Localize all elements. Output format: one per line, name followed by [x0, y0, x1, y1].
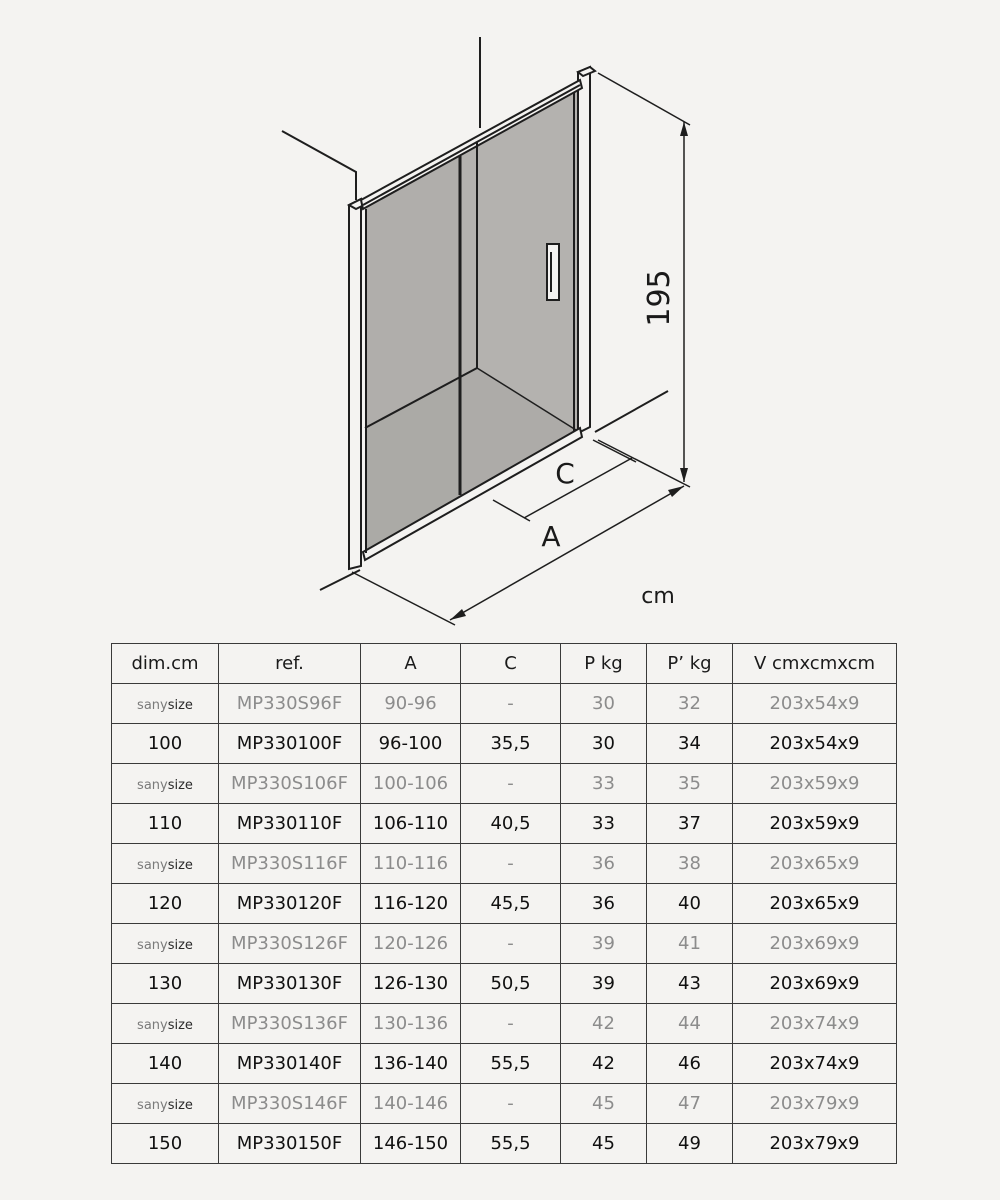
cell-ref: MP330S96F: [219, 684, 361, 724]
cell-p2: 35: [647, 764, 733, 804]
cell-v: 203x69x9: [733, 964, 897, 1004]
cell-ref: MP330110F: [219, 804, 361, 844]
cell-p: 33: [561, 764, 647, 804]
cell-p: 36: [561, 844, 647, 884]
brand-part1: sany: [137, 938, 168, 953]
floor-line-right: [595, 391, 668, 432]
c-label: C: [555, 457, 575, 490]
cell-dim: 120: [112, 884, 219, 924]
cell-p2: 34: [647, 724, 733, 764]
cell-p2: 40: [647, 884, 733, 924]
cell-a: 100-106: [361, 764, 461, 804]
cell-c: 55,5: [461, 1044, 561, 1084]
cell-v: 203x65x9: [733, 884, 897, 924]
cell-a: 96-100: [361, 724, 461, 764]
cell-ref: MP330120F: [219, 884, 361, 924]
cell-v: 203x65x9: [733, 844, 897, 884]
cell-v: 203x74x9: [733, 1044, 897, 1084]
cell-dim: 100: [112, 724, 219, 764]
cell-ref: MP330S136F: [219, 1004, 361, 1044]
cell-ref: MP330S116F: [219, 844, 361, 884]
cell-dim: 130: [112, 964, 219, 1004]
brand-part1: sany: [137, 1018, 168, 1033]
table-row: [112, 884, 897, 924]
cell-dim: [112, 1084, 219, 1124]
cell-c: -: [461, 1084, 561, 1124]
cell-dim: [112, 684, 219, 724]
sanysize-brand-label: [137, 698, 193, 713]
cell-c: 35,5: [461, 724, 561, 764]
table-row: [112, 1124, 897, 1164]
col-header-volume: V cmxcmxcm: [733, 644, 897, 684]
table-row: [112, 924, 897, 964]
left-profile: [349, 199, 361, 569]
height-label: 195: [642, 269, 677, 327]
cell-v: 203x79x9: [733, 1084, 897, 1124]
cell-dim: 140: [112, 1044, 219, 1084]
door-handle: [547, 244, 559, 300]
left-wall-line: [282, 131, 356, 200]
cell-c: -: [461, 684, 561, 724]
brand-part1: sany: [137, 698, 168, 713]
sanysize-brand-label: [137, 778, 193, 793]
cell-c: 55,5: [461, 1124, 561, 1164]
table-row: [112, 764, 897, 804]
brand-part2: size: [167, 1018, 193, 1033]
table-row: [112, 684, 897, 724]
table-row: [112, 964, 897, 1004]
col-header-c: C: [461, 644, 561, 684]
table-row: [112, 1084, 897, 1124]
cell-a: 146-150: [361, 1124, 461, 1164]
cell-a: 136-140: [361, 1044, 461, 1084]
table-row: [112, 804, 897, 844]
cell-ref: MP330S146F: [219, 1084, 361, 1124]
cell-p: 42: [561, 1004, 647, 1044]
cell-ref: MP330S106F: [219, 764, 361, 804]
cell-ref: MP330130F: [219, 964, 361, 1004]
cell-p: 45: [561, 1124, 647, 1164]
cell-p2: 38: [647, 844, 733, 884]
sanysize-brand-label: [137, 1098, 193, 1113]
right-profile-top: [578, 67, 595, 76]
cell-v: 203x69x9: [733, 924, 897, 964]
table-row: [112, 844, 897, 884]
cell-c: 40,5: [461, 804, 561, 844]
cell-v: 203x59x9: [733, 764, 897, 804]
cell-dim: [112, 764, 219, 804]
brand-part2: size: [167, 698, 193, 713]
col-header-dim: dim.cm: [112, 644, 219, 684]
cell-ref: MP330150F: [219, 1124, 361, 1164]
cell-dim: 110: [112, 804, 219, 844]
cell-p: 39: [561, 924, 647, 964]
cell-ref: MP330140F: [219, 1044, 361, 1084]
cell-dim: [112, 844, 219, 884]
cell-p2: 43: [647, 964, 733, 1004]
col-header-p-kg: P kg: [561, 644, 647, 684]
cell-ref: MP330100F: [219, 724, 361, 764]
cell-p2: 47: [647, 1084, 733, 1124]
cell-dim: 150: [112, 1124, 219, 1164]
cell-a: 140-146: [361, 1084, 461, 1124]
brand-part1: sany: [137, 858, 168, 873]
cell-a: 90-96: [361, 684, 461, 724]
col-header-a: A: [361, 644, 461, 684]
cell-a: 120-126: [361, 924, 461, 964]
cell-c: 45,5: [461, 884, 561, 924]
table-row: [112, 1044, 897, 1084]
cell-p: 39: [561, 964, 647, 1004]
cell-v: 203x54x9: [733, 724, 897, 764]
cell-a: 106-110: [361, 804, 461, 844]
cell-c: -: [461, 844, 561, 884]
unit-label: cm: [641, 584, 675, 609]
cell-p: 42: [561, 1044, 647, 1084]
cell-a: 110-116: [361, 844, 461, 884]
cell-dim: [112, 1004, 219, 1044]
brand-part2: size: [167, 1098, 193, 1113]
cell-a: 116-120: [361, 884, 461, 924]
spec-table: [111, 643, 897, 1164]
cell-v: 203x59x9: [733, 804, 897, 844]
right-profile: [578, 67, 590, 433]
brand-part1: sany: [137, 778, 168, 793]
cell-p2: 41: [647, 924, 733, 964]
brand-part1: sany: [137, 1098, 168, 1113]
cell-c: 50,5: [461, 964, 561, 1004]
brand-part2: size: [167, 778, 193, 793]
cell-c: -: [461, 764, 561, 804]
sanysize-brand-label: [137, 858, 193, 873]
cell-p2: 37: [647, 804, 733, 844]
col-header-ref: ref.: [219, 644, 361, 684]
brand-part2: size: [167, 858, 193, 873]
c-dimension-line: [524, 458, 632, 518]
cell-dim: [112, 924, 219, 964]
cell-a: 126-130: [361, 964, 461, 1004]
cell-a: 130-136: [361, 1004, 461, 1044]
cell-c: -: [461, 1004, 561, 1044]
cell-v: 203x79x9: [733, 1124, 897, 1164]
a-label: A: [541, 520, 561, 553]
cell-c: -: [461, 924, 561, 964]
cell-ref: MP330S126F: [219, 924, 361, 964]
table-row: [112, 724, 897, 764]
cell-p: 45: [561, 1084, 647, 1124]
cell-p2: 46: [647, 1044, 733, 1084]
cell-p: 30: [561, 684, 647, 724]
cell-p2: 49: [647, 1124, 733, 1164]
cell-p2: 32: [647, 684, 733, 724]
col-header-p2-kg: P’ kg: [647, 644, 733, 684]
table-row: [112, 1004, 897, 1044]
table-header-row: [112, 644, 897, 684]
cell-p: 33: [561, 804, 647, 844]
brand-part2: size: [167, 938, 193, 953]
cell-v: 203x54x9: [733, 684, 897, 724]
cell-p: 36: [561, 884, 647, 924]
sanysize-brand-label: [137, 938, 193, 953]
cell-v: 203x74x9: [733, 1004, 897, 1044]
cell-p2: 44: [647, 1004, 733, 1044]
cell-p: 30: [561, 724, 647, 764]
sanysize-brand-label: [137, 1018, 193, 1033]
